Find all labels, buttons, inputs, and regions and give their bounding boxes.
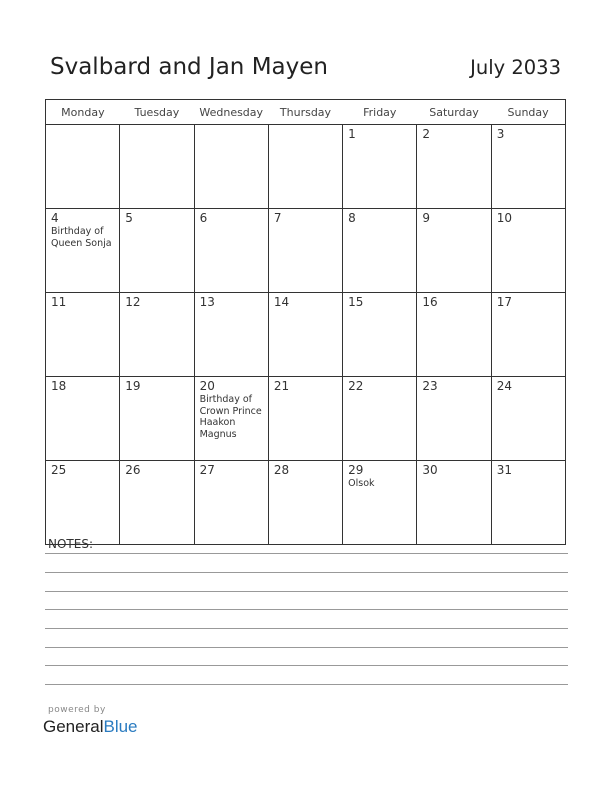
calendar-day-cell[interactable] [120, 293, 194, 377]
day-number: 6 [199, 211, 208, 225]
calendar-day-cell[interactable] [491, 377, 565, 461]
calendar-day-cell[interactable] [417, 293, 491, 377]
day-number: 26 [125, 463, 141, 477]
calendar-week-row [46, 377, 566, 461]
calendar-day-cell[interactable] [268, 293, 342, 377]
calendar-day-cell[interactable] [343, 293, 417, 377]
calendar-day-cell[interactable] [194, 461, 268, 545]
calendar-week-row [46, 125, 566, 209]
note-line [45, 665, 568, 666]
day-number: 9 [422, 211, 431, 225]
day-number: 5 [125, 211, 133, 225]
weekday-wednesday: Wednesday [194, 100, 268, 125]
calendar-body [46, 125, 566, 545]
note-line [45, 647, 568, 648]
calendar-day-cell[interactable] [343, 461, 417, 545]
weekday-header-row [46, 100, 566, 125]
day-number: 8 [348, 211, 356, 225]
calendar-day-cell[interactable] [268, 377, 342, 461]
calendar-day-cell[interactable] [46, 125, 120, 209]
calendar-day-cell[interactable] [120, 209, 194, 293]
calendar-day-cell[interactable] [268, 461, 342, 545]
day-number: 23 [422, 379, 438, 393]
calendar-day-cell[interactable] [417, 461, 491, 545]
day-number: 11 [51, 295, 67, 309]
calendar-day-cell[interactable] [46, 293, 120, 377]
day-number: 4 [51, 211, 59, 225]
notes-label: NOTES: [48, 537, 93, 551]
day-number: 17 [496, 295, 512, 309]
powered-by-text: powered by [48, 705, 106, 715]
day-number: 27 [199, 463, 215, 477]
calendar-day-cell[interactable] [268, 125, 342, 209]
day-number: 20 [199, 379, 215, 393]
day-number: 24 [496, 379, 512, 393]
note-line [45, 572, 568, 573]
day-number: 10 [496, 211, 512, 225]
day-number: 13 [199, 295, 215, 309]
weekday-monday: Monday [46, 100, 120, 125]
calendar-day-cell[interactable] [417, 125, 491, 209]
day-number: 3 [496, 127, 505, 141]
calendar-day-cell[interactable] [343, 125, 417, 209]
day-number: 31 [496, 463, 512, 477]
calendar-day-cell[interactable] [417, 377, 491, 461]
day-number: 19 [125, 379, 141, 393]
day-number: 2 [422, 127, 431, 141]
day-number: 15 [348, 295, 364, 309]
calendar-month: July 2033 [470, 56, 561, 79]
calendar-grid [45, 99, 566, 545]
calendar-day-cell[interactable] [194, 125, 268, 209]
holiday-event: Birthday of Queen Sonja [51, 226, 112, 249]
day-number: 16 [422, 295, 438, 309]
holiday-event: Birthday of Crown Prince Haakon Magnus [199, 394, 262, 440]
calendar-title: Svalbard and Jan Mayen [50, 54, 328, 80]
calendar-day-cell[interactable] [343, 377, 417, 461]
day-number: 1 [348, 127, 356, 141]
day-number: 25 [51, 463, 67, 477]
calendar-day-cell[interactable] [491, 209, 565, 293]
day-number: 30 [422, 463, 438, 477]
calendar-day-cell[interactable] [46, 209, 120, 293]
calendar-day-cell[interactable] [120, 125, 194, 209]
calendar-day-cell[interactable] [194, 293, 268, 377]
logo-blue: Blue [103, 717, 138, 736]
day-number: 14 [273, 295, 290, 309]
calendar-day-cell[interactable] [268, 209, 342, 293]
calendar-day-cell[interactable] [194, 209, 268, 293]
weekday-tuesday: Tuesday [120, 100, 194, 125]
day-number: 12 [125, 295, 141, 309]
calendar-day-cell[interactable] [120, 377, 194, 461]
calendar-day-cell[interactable] [46, 377, 120, 461]
calendar-day-cell[interactable] [491, 125, 565, 209]
weekday-saturday: Saturday [417, 100, 491, 125]
day-number: 22 [348, 379, 364, 393]
note-line [45, 609, 568, 610]
calendar-week-row [46, 209, 566, 293]
holiday-event: Olsok [348, 478, 375, 489]
calendar-day-cell[interactable] [46, 461, 120, 545]
calendar-week-row [46, 461, 566, 545]
note-line [45, 684, 568, 685]
day-number: 28 [273, 463, 290, 477]
day-number: 7 [273, 211, 282, 225]
calendar-week-row [46, 293, 566, 377]
note-line [45, 591, 568, 592]
calendar-day-cell[interactable] [343, 209, 417, 293]
calendar-day-cell[interactable] [491, 293, 565, 377]
calendar-day-cell[interactable] [120, 461, 194, 545]
weekday-thursday: Thursday [268, 100, 342, 125]
note-line [45, 628, 568, 629]
calendar-day-cell[interactable] [417, 209, 491, 293]
logo-general: General [43, 717, 104, 736]
weekday-friday: Friday [343, 100, 417, 125]
generalblue-logo [43, 717, 138, 737]
calendar-day-cell[interactable] [194, 377, 268, 461]
note-line [45, 553, 568, 554]
day-number: 21 [273, 379, 290, 393]
calendar-day-cell[interactable] [491, 461, 565, 545]
day-number: 18 [51, 379, 67, 393]
day-number: 29 [348, 463, 364, 477]
weekday-sunday: Sunday [491, 100, 565, 125]
